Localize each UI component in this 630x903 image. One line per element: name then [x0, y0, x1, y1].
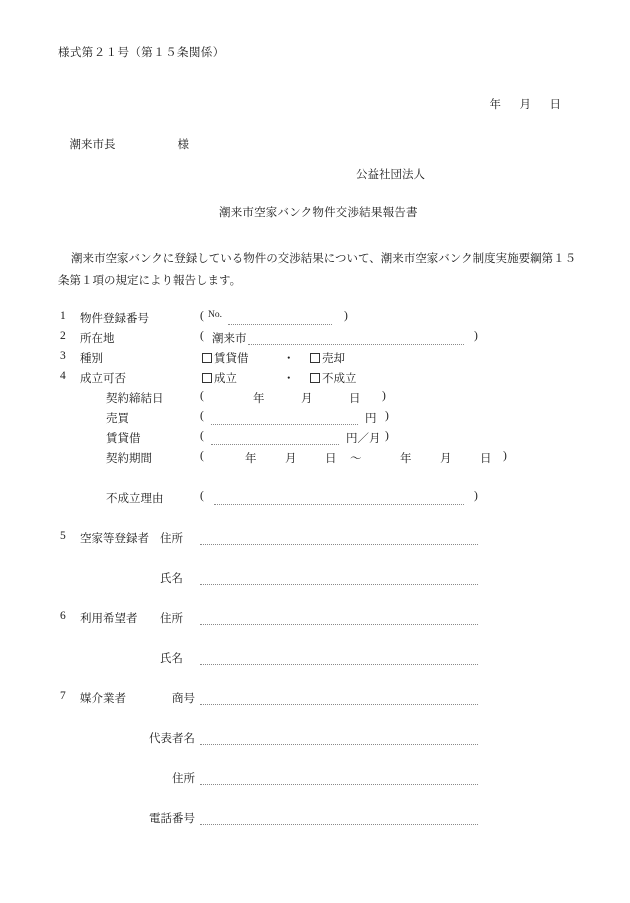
- row-lease-price: [0, 430, 630, 450]
- date-day-label: 日: [549, 98, 561, 111]
- period-year-to: 年: [400, 453, 412, 465]
- contract-date-close-paren: ): [382, 390, 386, 402]
- item1-no-prefix: No.: [208, 310, 222, 320]
- checkbox-icon[interactable]: [310, 353, 320, 363]
- sale-unit: 円: [365, 413, 377, 425]
- form-number: 様式第２１号（第１５条関係）: [58, 47, 225, 59]
- row-item1: [0, 310, 630, 330]
- item7-representative-input-line[interactable]: [200, 744, 478, 745]
- item5-field0-label: 住所: [160, 533, 183, 545]
- checkbox-icon[interactable]: [202, 353, 212, 363]
- item2-label: 所在地: [80, 333, 115, 345]
- item3-option-sale[interactable]: [310, 350, 345, 366]
- period-month-from: 月: [285, 453, 297, 465]
- item6-number: 6: [60, 610, 66, 622]
- row-contract-period: [0, 450, 630, 470]
- contract-date-year: 年: [253, 393, 265, 405]
- item1-close-paren: ): [344, 310, 348, 322]
- item5-field1-label: 氏名: [160, 573, 183, 585]
- period-close-paren: ): [503, 450, 507, 462]
- row-item5: [0, 530, 630, 550]
- item4-separator: ・: [283, 373, 295, 385]
- item1-open-paren: (: [200, 310, 204, 322]
- row-item6-name: [0, 650, 630, 670]
- item7-number: 7: [60, 690, 66, 702]
- item7-field0-label: 商号: [172, 693, 195, 705]
- reason-label: 不成立理由: [106, 493, 164, 505]
- item2-close-paren: ): [474, 330, 478, 342]
- item3-separator: ・: [283, 353, 295, 365]
- item7-field1-label: 代表者名: [149, 733, 195, 745]
- row-item6: [0, 610, 630, 630]
- item3-option2-label: 売却: [322, 353, 345, 365]
- item6-name-input-line[interactable]: [200, 664, 478, 665]
- page-title: 潮来市空家バンク物件交渉結果報告書: [219, 207, 418, 219]
- item2-input-line[interactable]: [248, 344, 464, 345]
- item1-number: 1: [60, 310, 66, 322]
- organization-name: 公益社団法人: [356, 169, 425, 181]
- row-item7-address: [0, 770, 630, 790]
- item6-field1-label: 氏名: [160, 653, 183, 665]
- item4-option2-label: 不成立: [322, 373, 357, 385]
- contract-date-day: 日: [349, 393, 361, 405]
- item6-label: 利用希望者: [80, 613, 138, 625]
- sale-input-line[interactable]: [211, 424, 358, 425]
- row-reason: [0, 490, 630, 510]
- row-item4: [0, 370, 630, 390]
- row-contract-date: [0, 390, 630, 410]
- item7-address-input-line[interactable]: [200, 784, 478, 785]
- item3-number: 3: [60, 350, 66, 362]
- row-item5-name: [0, 570, 630, 590]
- row-sale-price: [0, 410, 630, 430]
- item4-number: 4: [60, 370, 66, 382]
- item1-label: 物件登録番号: [80, 313, 149, 325]
- period-tilde: ～: [350, 453, 362, 465]
- item4-option1-label: 成立: [214, 373, 237, 385]
- item5-address-input-line[interactable]: [200, 544, 478, 545]
- item6-field0-label: 住所: [160, 613, 183, 625]
- period-year-from: 年: [245, 453, 257, 465]
- intro-paragraph: 潮来市空家バンクに登録している物件の交渉結果について、潮来市空家バンク制度実施要綱第１５条第１項の規定により報告します。: [58, 253, 577, 287]
- contract-date-label: 契約締結日: [106, 393, 164, 405]
- addressee: [58, 128, 189, 163]
- row-item7: [0, 690, 630, 710]
- item2-number: 2: [60, 330, 66, 342]
- item3-option-lease[interactable]: [202, 350, 249, 366]
- item3-label: 種別: [80, 353, 103, 365]
- row-item7-phone: [0, 810, 630, 830]
- item5-label: 空家等登録者: [80, 533, 149, 545]
- item4-option-agreed[interactable]: [202, 370, 237, 386]
- item7-field2-label: 住所: [172, 773, 195, 785]
- contract-date-month: 月: [301, 393, 313, 405]
- item5-number: 5: [60, 530, 66, 542]
- sale-close-paren: ): [385, 410, 389, 422]
- date-month-label: 月: [519, 98, 531, 111]
- checkbox-icon[interactable]: [310, 373, 320, 383]
- reason-input-line[interactable]: [214, 504, 464, 505]
- period-month-to: 月: [440, 453, 452, 465]
- item2-city-prefix: 潮来市: [212, 333, 247, 345]
- lease-label: 賃貸借: [106, 433, 141, 445]
- item4-label: 成立可否: [80, 373, 126, 385]
- item7-phone-input-line[interactable]: [200, 824, 478, 825]
- item6-address-input-line[interactable]: [200, 624, 478, 625]
- date-line: [478, 88, 561, 123]
- lease-unit: 円／月: [346, 433, 381, 445]
- sale-label: 売買: [106, 413, 129, 425]
- item5-name-input-line[interactable]: [200, 584, 478, 585]
- period-day-to: 日: [480, 453, 492, 465]
- row-item3: [0, 350, 630, 370]
- item7-tradename-input-line[interactable]: [200, 704, 478, 705]
- item1-input-line[interactable]: [228, 324, 332, 325]
- lease-open-paren: (: [200, 430, 204, 442]
- item7-field3-label: 電話番号: [149, 813, 195, 825]
- item3-option1-label: 賃貸借: [214, 353, 249, 365]
- contract-date-open-paren: (: [200, 390, 204, 402]
- item7-label: 媒介業者: [80, 693, 126, 705]
- reason-open-paren: (: [200, 490, 204, 502]
- addressee-honorific: 様: [177, 138, 189, 151]
- period-day-from: 日: [325, 453, 337, 465]
- period-label: 契約期間: [106, 453, 152, 465]
- lease-input-line[interactable]: [211, 444, 339, 445]
- checkbox-icon[interactable]: [202, 373, 212, 383]
- row-item2: [0, 330, 630, 350]
- item4-option-not-agreed[interactable]: [310, 370, 357, 386]
- period-open-paren: (: [200, 450, 204, 462]
- date-year-label: 年: [489, 98, 501, 111]
- row-item7-rep: [0, 730, 630, 750]
- sale-open-paren: (: [200, 410, 204, 422]
- addressee-name: 潮来市長: [69, 138, 116, 151]
- reason-close-paren: ): [474, 490, 478, 502]
- item2-open-paren: (: [200, 330, 204, 342]
- lease-close-paren: ): [385, 430, 389, 442]
